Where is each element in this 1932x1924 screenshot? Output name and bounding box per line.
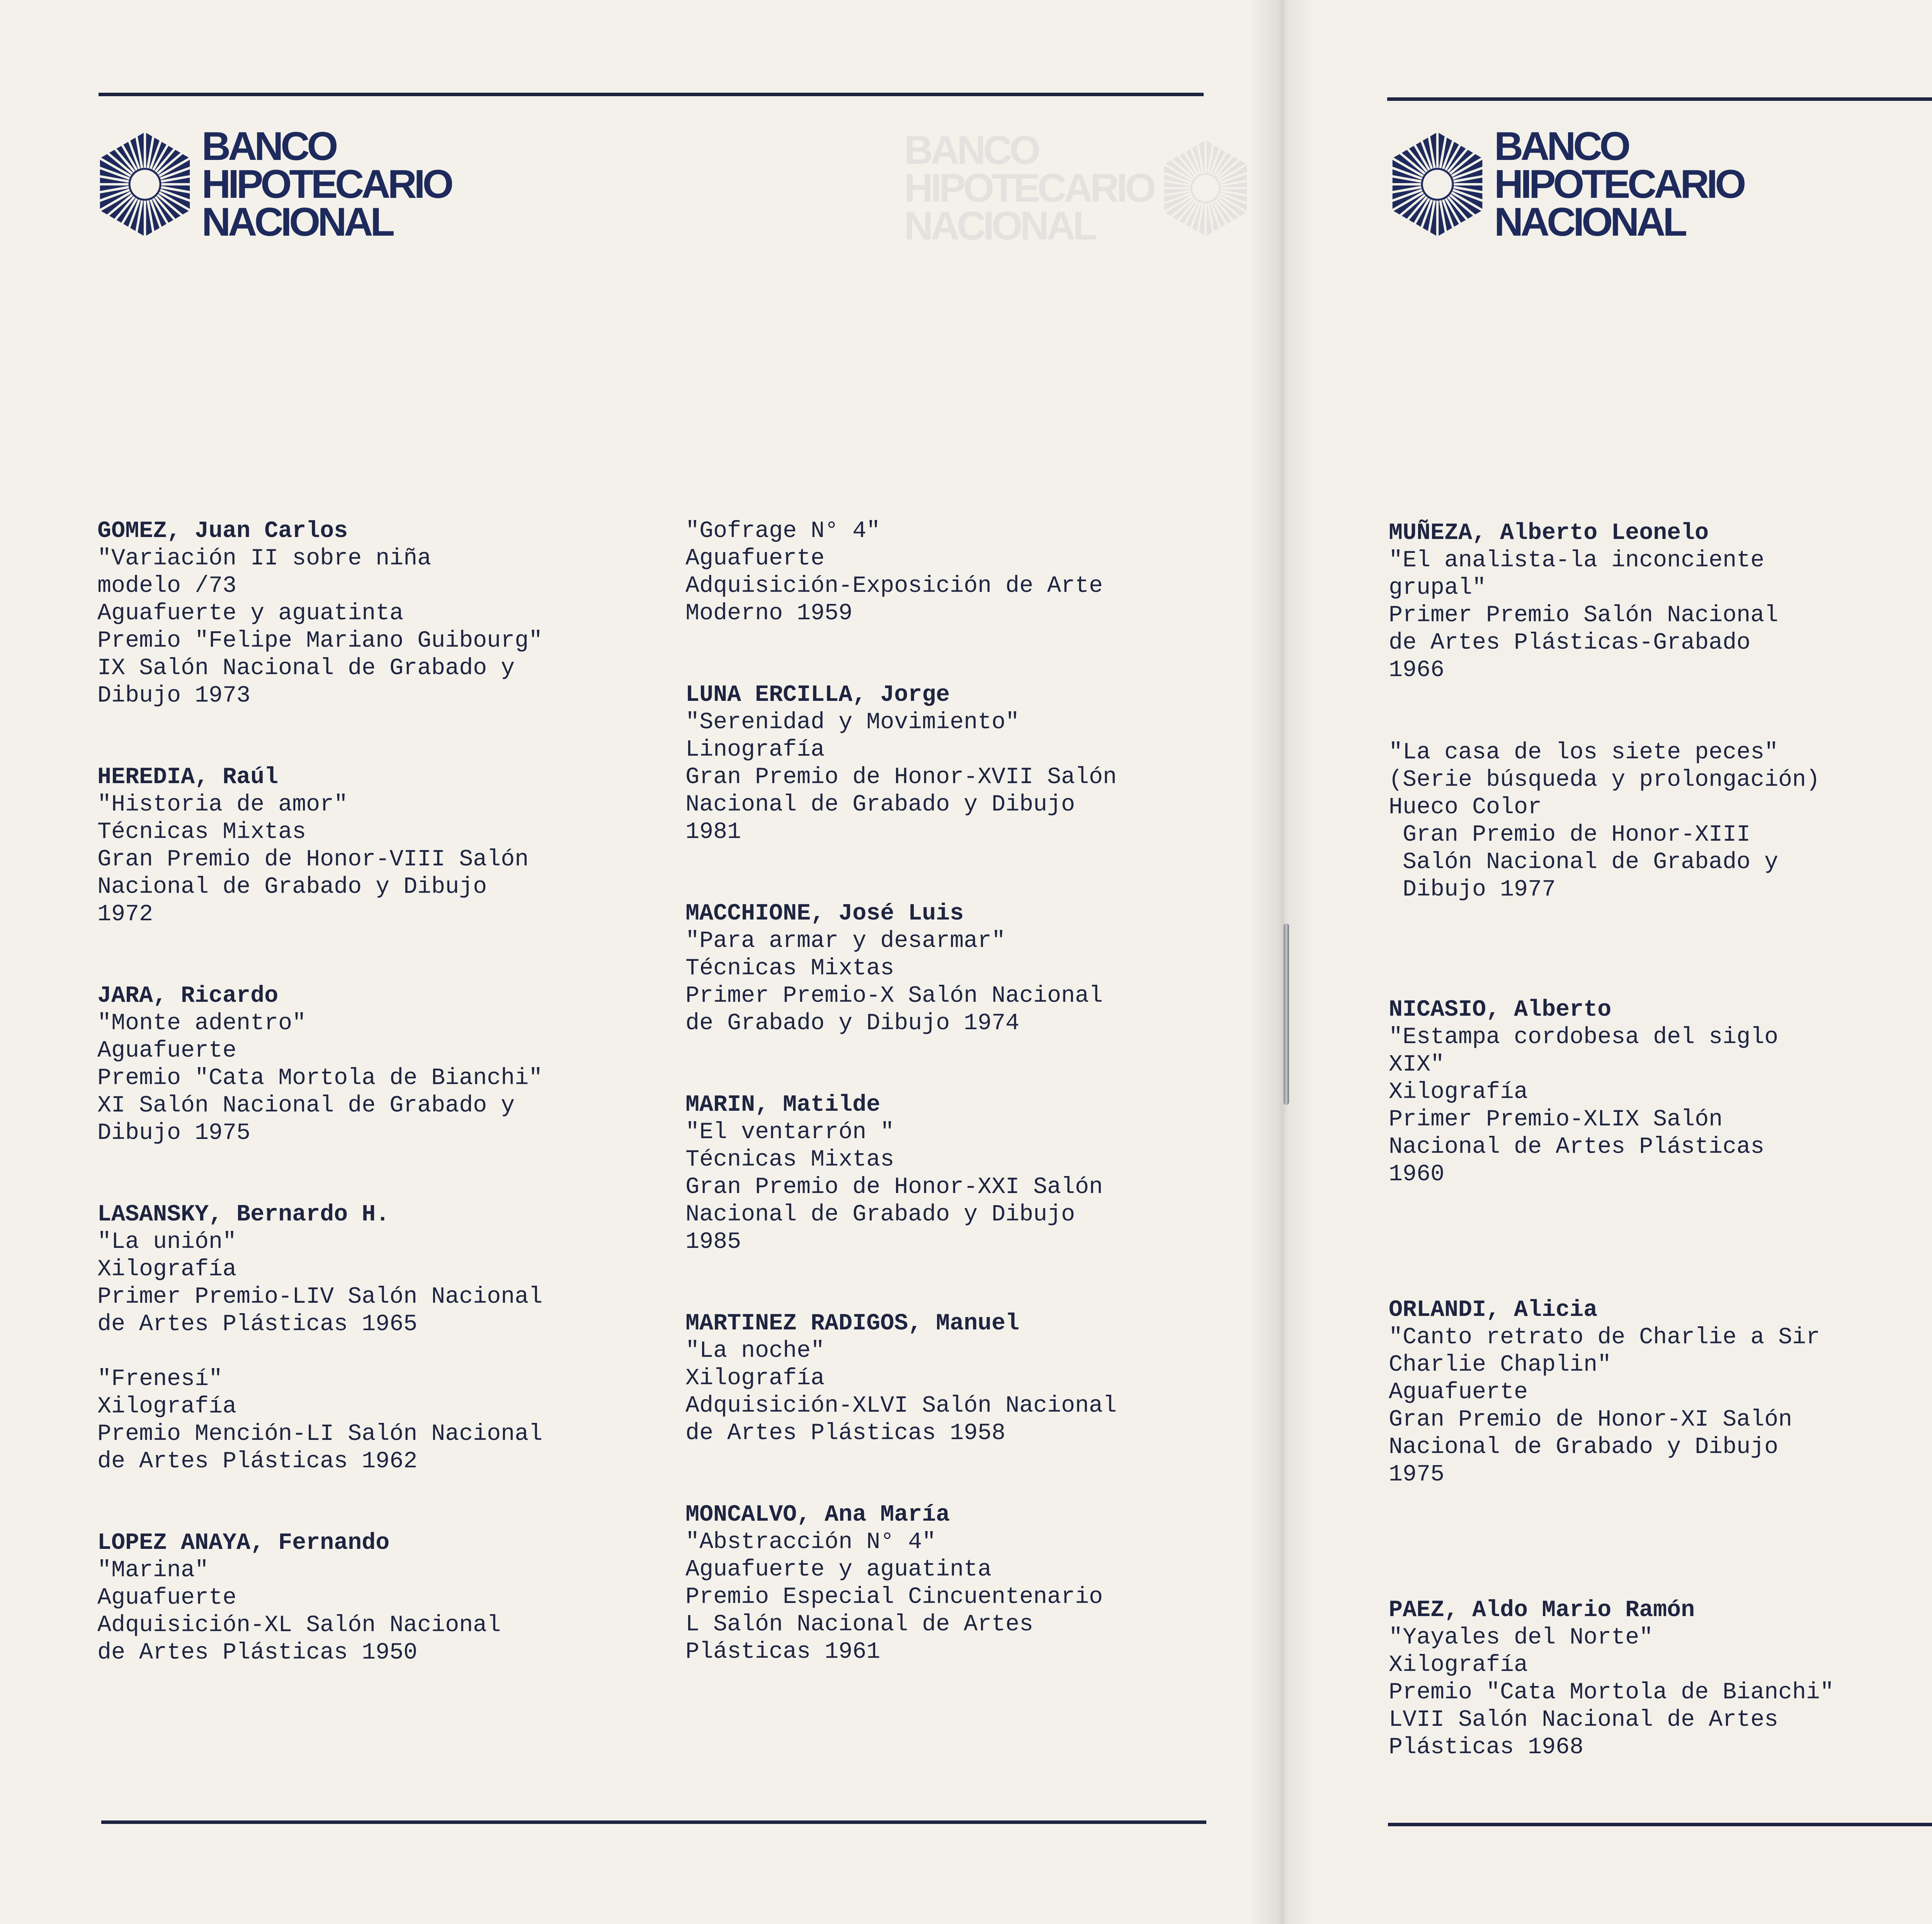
entry-line: Xilografía: [1389, 1652, 1528, 1678]
catalog-entry: [97, 1530, 631, 1667]
entry-line: [97, 1338, 631, 1366]
entry-line: Técnicas Mixtas: [685, 1147, 895, 1173]
entry-line: Aguafuerte: [97, 1585, 237, 1611]
center-fold: [1248, 0, 1314, 1924]
entry-line: de Artes Plásticas-Grabado: [1389, 630, 1751, 656]
bank-logo-right: [1389, 124, 1744, 245]
entry-line: [1389, 712, 1932, 739]
right-bottom-rule: [1388, 1823, 1932, 1826]
entry-line: [1389, 684, 1932, 712]
entry-line: "Abstracción N° 4": [685, 1529, 936, 1555]
artist-name: LASANSKY, Bernardo H.: [97, 1202, 390, 1228]
entry-line: "Serenidad y Movimiento": [685, 709, 1020, 736]
catalog-entry: [1389, 1297, 1932, 1489]
artist-name: LOPEZ ANAYA, Fernando: [97, 1530, 390, 1556]
catalog-entry: [97, 982, 631, 1147]
entry-line: Aguafuerte y aguatinta: [685, 1557, 992, 1583]
entry-line: 1981: [685, 819, 742, 845]
catalog-entry: [97, 518, 631, 710]
entry-line: Gran Premio de Honor-XXI Salón: [685, 1174, 1103, 1200]
logo-line-banco: BANCO: [202, 124, 336, 169]
bank-logo-ghost-text: [904, 128, 1154, 248]
entry-line: IX Salón Nacional de Grabado y: [97, 655, 515, 682]
entry-line: de Grabado y Dibujo 1974: [685, 1010, 1020, 1037]
entry-line: "Gofrage N° 4": [685, 518, 881, 544]
entry-line: "Frenesí": [97, 1366, 223, 1392]
entry-line: Moderno 1959: [685, 600, 853, 627]
entry-line: Dibujo 1975: [97, 1120, 251, 1146]
entry-line: Primer Premio-X Salón Nacional: [685, 983, 1103, 1009]
artist-name: MARTINEZ RADIGOS, Manuel: [685, 1310, 1020, 1337]
sunburst-emblem-icon: [1389, 132, 1486, 236]
entry-line: Plásticas 1961: [685, 1639, 881, 1665]
sunburst-emblem-icon: [1161, 140, 1250, 236]
ghost-line-banco: BANCO: [904, 128, 1038, 173]
entry-line: (Serie búsqueda y prolongación): [1389, 767, 1820, 793]
entry-line: Premio Mención-LI Salón Nacional: [97, 1421, 543, 1447]
entry-line: "Para armar y desarmar": [685, 928, 1006, 954]
entry-line: Gran Premio de Honor-XI Salón: [1389, 1407, 1793, 1433]
entry-line: Xilografía: [97, 1394, 237, 1420]
entry-line: "Historia de amor": [97, 792, 348, 818]
entry-line: Adquisición-Exposición de Arte: [685, 573, 1103, 599]
entry-line: LVII Salón Nacional de Artes: [1389, 1707, 1779, 1733]
artist-name: PAEZ, Aldo Mario Ramón: [1389, 1597, 1695, 1623]
catalog-entry: [685, 900, 1219, 1037]
entry-line: "La noche": [685, 1338, 825, 1364]
entry-line: Premio "Cata Mortola de Bianchi": [1389, 1679, 1834, 1706]
entry-line: XIX": [1389, 1052, 1445, 1078]
entry-line: Primer Premio Salón Nacional: [1389, 602, 1779, 629]
catalog-entry: [685, 682, 1219, 846]
artist-name: JARA, Ricardo: [97, 983, 279, 1009]
catalog-entry: [685, 1091, 1219, 1256]
entry-line: "Marina": [97, 1557, 209, 1584]
artist-name: MACCHIONE, José Luis: [685, 901, 964, 927]
entry-line: Xilografía: [1389, 1079, 1528, 1105]
entry-line: "Yayales del Norte": [1389, 1625, 1653, 1651]
entry-line: de Artes Plásticas 1958: [685, 1420, 1006, 1446]
bank-logo-left: [97, 124, 451, 245]
entry-line: grupal": [1389, 575, 1486, 601]
catalog-entry: [685, 1501, 1219, 1666]
entry-line: Nacional de Grabado y Dibujo: [97, 874, 487, 900]
left-page-column-1: [97, 518, 631, 1667]
entry-line: Salón Nacional de Grabado y: [1389, 849, 1779, 875]
sunburst-emblem-icon: [97, 132, 193, 236]
entry-line: Aguafuerte: [1389, 1379, 1528, 1406]
catalog-entry: [97, 764, 631, 928]
ghost-line-nacional: NACIONAL: [904, 204, 1095, 248]
artist-name: MONCALVO, Ana María: [685, 1502, 950, 1528]
right-top-rule: [1387, 97, 1932, 101]
entry-line: Técnicas Mixtas: [97, 819, 306, 845]
left-page-column-2: [685, 518, 1219, 1666]
left-bottom-rule: [101, 1820, 1206, 1824]
catalog-entry: [97, 1201, 631, 1475]
entry-line: "Canto retrato de Charlie a Sir: [1389, 1324, 1820, 1351]
entry-line: Premio "Felipe Mariano Guibourg": [97, 628, 543, 654]
entry-line: 1985: [685, 1229, 742, 1255]
entry-line: de Artes Plásticas 1962: [97, 1448, 418, 1475]
entry-line: Aguafuerte y aguatinta: [97, 600, 404, 627]
entry-line: "Monte adentro": [97, 1010, 306, 1037]
entry-line: Nacional de Grabado y Dibujo: [685, 792, 1075, 818]
entry-line: Aguafuerte: [685, 546, 825, 572]
entry-line: Plásticas 1968: [1389, 1734, 1584, 1761]
entry-line: Premio "Cata Mortola de Bianchi": [97, 1065, 543, 1091]
catalog-entry: [1389, 1597, 1932, 1761]
logo-line-hipotecario: HIPOTECARIO: [202, 162, 451, 207]
entry-line: Nacional de Grabado y Dibujo: [1389, 1434, 1779, 1460]
artist-name: LUNA ERCILLA, Jorge: [685, 682, 950, 708]
entry-line: Xilografía: [97, 1256, 237, 1283]
entry-line: Técnicas Mixtas: [685, 955, 895, 982]
artist-name: HEREDIA, Raúl: [97, 764, 279, 790]
right-page-column-1: [1389, 520, 1932, 1761]
logo-line-nacional: NACIONAL: [202, 200, 392, 245]
entry-line: "Variación II sobre niña: [97, 546, 432, 572]
entry-line: Adquisición-XLVI Salón Nacional: [685, 1393, 1117, 1419]
entry-line: 1966: [1389, 657, 1445, 683]
logo-line-nacional: NACIONAL: [1494, 200, 1685, 245]
logo-line-banco: BANCO: [1494, 124, 1628, 169]
left-top-rule: [99, 93, 1204, 96]
entry-line: Nacional de Artes Plásticas: [1389, 1134, 1765, 1160]
entry-line: "Estampa cordobesa del siglo: [1389, 1024, 1779, 1050]
artist-name: MARIN, Matilde: [685, 1092, 881, 1118]
entry-line: Gran Premio de Honor-VIII Salón: [97, 846, 529, 873]
entry-line: 1975: [1389, 1462, 1445, 1488]
catalog-entry: [1389, 520, 1932, 904]
entry-line: 1960: [1389, 1161, 1445, 1188]
entry-line: modelo /73: [97, 573, 237, 599]
bank-logo-text: [1494, 124, 1744, 245]
entry-line: 1972: [97, 901, 153, 928]
catalog-entry: [1389, 996, 1932, 1188]
entry-line: "La casa de los siete peces": [1389, 739, 1779, 766]
artist-name: ORLANDI, Alicia: [1389, 1297, 1598, 1323]
artist-name: MUÑEZA, Alberto Leonelo: [1389, 520, 1709, 546]
entry-line: Hueco Color: [1389, 794, 1542, 821]
artist-name: NICASIO, Alberto: [1389, 997, 1612, 1023]
entry-line: Xilografía: [685, 1365, 825, 1392]
artist-name: GOMEZ, Juan Carlos: [97, 518, 348, 544]
entry-line: Dibujo 1973: [97, 683, 251, 709]
catalog-entry: [685, 1310, 1219, 1447]
entry-line: "El ventarrón ": [685, 1119, 895, 1146]
entry-line: Nacional de Grabado y Dibujo: [685, 1202, 1075, 1228]
entry-line: Charlie Chaplin": [1389, 1352, 1612, 1378]
entry-line: Gran Premio de Honor-XVII Salón: [685, 764, 1117, 790]
entry-line: Primer Premio-LIV Salón Nacional: [97, 1284, 543, 1310]
entry-line: de Artes Plásticas 1965: [97, 1311, 418, 1338]
entry-line: Linografía: [685, 737, 825, 763]
bank-logo-text: [202, 124, 451, 245]
entry-line: L Salón Nacional de Artes: [685, 1611, 1034, 1638]
entry-line: Gran Premio de Honor-XIII: [1389, 822, 1751, 848]
entry-line: Primer Premio-XLIX Salón: [1389, 1106, 1723, 1133]
catalog-entry: [685, 518, 1219, 627]
bank-logo-left-showthrough: [904, 128, 1250, 248]
entry-line: de Artes Plásticas 1950: [97, 1640, 418, 1666]
logo-line-hipotecario: HIPOTECARIO: [1494, 162, 1744, 207]
entry-line: Aguafuerte: [97, 1038, 237, 1064]
ghost-line-hipotecario: HIPOTECARIO: [904, 166, 1154, 211]
staple-bottom: [1284, 1004, 1289, 1105]
entry-line: "El analista-la inconciente: [1389, 547, 1765, 574]
entry-line: XI Salón Nacional de Grabado y: [97, 1093, 515, 1119]
entry-line: Premio Especial Cincuentenario: [685, 1584, 1103, 1610]
entry-line: Dibujo 1977: [1389, 877, 1556, 903]
entry-line: "La unión": [97, 1229, 237, 1255]
entry-line: Adquisición-XL Salón Nacional: [97, 1612, 501, 1638]
